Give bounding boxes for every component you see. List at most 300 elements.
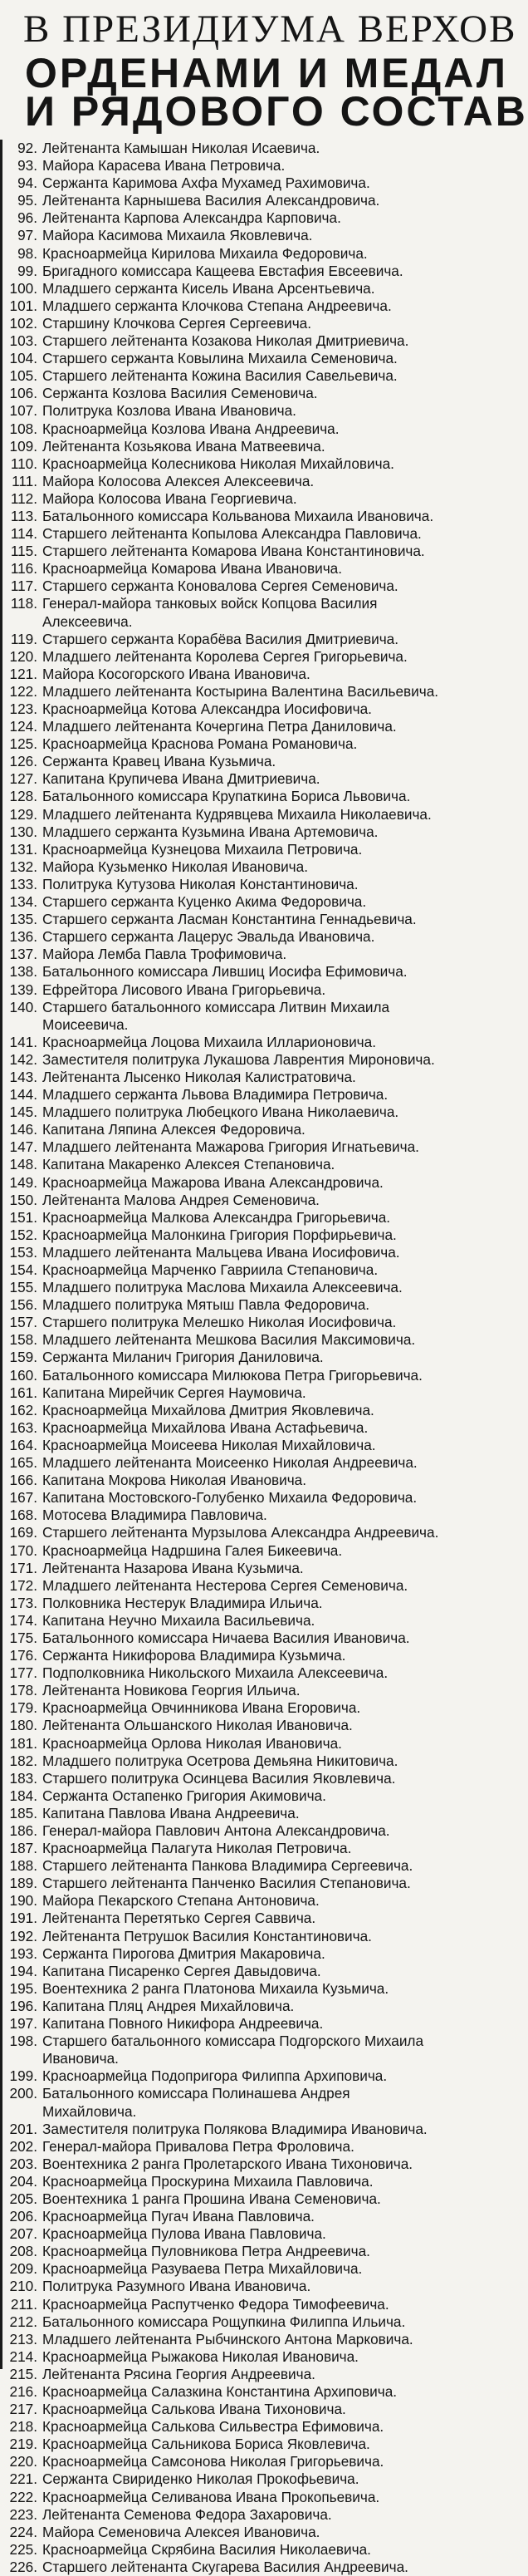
list-item-number: 191. [9,1910,37,1927]
list-item-number: 165. [9,1454,37,1472]
list-item [9,1875,443,1892]
list-item [9,2208,443,2225]
list-item [9,2067,443,2085]
list-item-text: Майора Семеновича Алексея Ивановича. [42,2523,320,2540]
list-item [9,2366,443,2383]
list-item-text: Младшего лейтенанта Кудрявцева Михаила Николаевича. [42,805,432,823]
list-item-number: 138. [9,963,37,981]
list-item-number: 223. [9,2505,37,2523]
list-item-text: Заместителя политрука Полякова Владимира Ивановича. [42,2120,428,2137]
list-item-number: 225. [9,2540,37,2558]
list-item [9,473,443,490]
list-item-text: Батальонного комиссара Крупаткина Бориса Львовича. [42,788,411,805]
list-item-text: Лейтенанта Перетятько Сергея Саввича. [42,1910,316,1927]
list-item-number: 159. [9,1349,37,1366]
list-item-text: Капитана Мирейчик Сергея Наумовича. [42,1384,306,1401]
list-item-text: Бригадного комиссара Кащеева Евстафия Евсеевича. [42,262,403,279]
list-item-number: 193. [9,1944,37,1962]
list-item-number: 205. [9,2190,37,2207]
list-item [9,858,443,876]
list-item [9,1664,443,1682]
list-item-number: 136. [9,928,37,946]
list-item-text: Красноармейца Кирилова Михаила Федоровича. [42,244,368,262]
list-item-number: 102. [9,314,37,332]
list-item-text: Красноармейца Скрябина Василия Николаевича. [42,2540,371,2558]
list-item-text: Мотосева Владимира Павловича. [42,1507,267,1524]
list-item-number: 111. [12,472,37,489]
award-list-column [0,140,443,2575]
list-item [9,1489,443,1507]
list-item-number: 131. [9,840,37,858]
list-item [9,2401,443,2418]
list-item-number: 169. [9,1524,37,1541]
list-item-text: Красноармейца Малкова Александра Григорьевича. [42,1208,391,1226]
list-item-text: Красноармейца Салькова Ивана Тихоновича. [42,2401,346,2418]
list-item-number: 148. [9,1156,37,1173]
list-item-number: 133. [9,875,37,892]
list-item-number: 132. [9,858,37,875]
list-item-text: Батальонного комиссара Ничаева Василия Ивановича. [42,1629,410,1646]
list-item-number: 197. [9,2015,37,2033]
list-item-text: Лейтенанта Карнышева Василия Александровича. [42,192,380,209]
list-item [9,1630,443,1647]
list-item-text: Сержанта Свириденко Николая Прокофьевича. [42,2470,359,2488]
list-item-text: Красноармейца Рыжакова Николая Ивановича. [42,2347,359,2365]
list-item-text: Красноармейца Краснова Романа Романовича. [42,735,358,753]
list-item-text: Старшего политрука Мелешко Николая Иосифовича. [42,1314,397,1331]
list-item-number: 222. [9,2488,37,2505]
list-item [9,525,443,543]
list-item-text: Красноармейца Палагута Николая Петровича. [42,1840,352,1857]
list-item-number: 202. [9,2137,37,2155]
list-item [9,2156,443,2173]
list-item [9,175,443,192]
list-item [9,701,443,718]
list-item-text: Лейтенанта Камышан Николая Исаевича. [42,140,320,156]
list-item-number: 97. [17,227,37,244]
list-item-text: Воентехника 1 ранга Прошина Ивана Семеновича. [42,2190,381,2207]
list-item-number: 183. [9,1769,37,1787]
list-item [9,1419,443,1437]
list-item [9,2173,443,2190]
list-item [9,1542,443,1560]
list-item-text: Старшего лейтенанта Козакова Николая Дмитриевича. [42,332,409,350]
list-item [9,420,443,438]
list-item [9,2506,443,2524]
list-item [9,1735,443,1753]
list-item-text: Лейтенанта Козьякова Ивана Матвеевича. [42,437,325,455]
list-item [9,2489,443,2506]
list-item-number: 106. [9,385,37,402]
list-item-number: 211. [10,2295,37,2313]
list-item-text: Капитана Повного Никифора Андреевича. [42,2015,324,2033]
list-item-text: Младшего политрука Мятыш Павла Федоровича. [42,1296,370,1314]
list-item-text: Батальонного комиссара Милюкова Петра Григорьевича. [42,1366,423,1384]
list-item [9,1963,443,1980]
list-item-text: Майора Косогорского Ивана Ивановича. [42,665,310,682]
list-item-text: Красноармейца Распутченко Федора Тимофеевича. [42,2295,389,2313]
list-item-text: Сержанта Пирогова Дмитрия Макаровича. [42,1944,325,1962]
list-item [9,1822,443,1840]
list-item-number: 120. [9,647,37,665]
list-item-text: Сержанта Кравец Ивана Кузьмича. [42,753,276,770]
list-item [9,2296,443,2313]
list-item [9,981,443,999]
list-item-text: Старшего лейтенанта Комарова Ивана Константиновича. [42,543,425,560]
list-item-number: 130. [9,823,37,840]
list-item [9,876,443,893]
list-item-number: 117. [10,578,37,595]
list-item-text: Сержанта Никифорова Владимира Кузьмича. [42,1647,346,1664]
list-item-number: 178. [9,1682,37,1699]
list-item-number: 184. [9,1787,37,1804]
list-item-number: 140. [9,998,37,1015]
list-item-number: 107. [9,402,37,420]
list-item [9,1384,443,1402]
list-item-number: 116. [10,560,37,578]
list-item-number: 179. [9,1699,37,1717]
list-item-text: Капитана Макаренко Алексея Степановича. [42,1156,335,1173]
list-item-number: 158. [9,1331,37,1349]
list-item-text: Младшего политрука Маслова Михаила Алексеевича. [42,1279,403,1296]
list-item-number: 156. [9,1296,37,1314]
list-item [9,1857,443,1875]
list-item-number: 185. [9,1804,37,1821]
list-item [9,2436,443,2453]
list-item-text: Старшего батальонного комиссара Подгорского Михаила Ивановича. [42,2033,424,2067]
list-item [9,1717,443,1734]
list-item [9,1069,443,1086]
list-item-text: Ефрейтора Лисового Ивана Григорьевича. [42,981,326,998]
list-item-number: 212. [9,2313,37,2330]
list-item [9,1244,443,1261]
list-item [9,1910,443,1927]
list-item [9,1104,443,1121]
list-item [9,718,443,735]
list-item [9,209,443,227]
list-item [9,1051,443,1069]
list-item [9,1787,443,1805]
list-item [9,2313,443,2331]
list-item [9,560,443,578]
list-item [9,2453,443,2470]
list-item [9,1138,443,1156]
list-item-number: 100. [9,279,37,297]
list-item [9,1928,443,1945]
list-item [9,1524,443,1541]
list-item-text: Старшего лейтенанта Копылова Александра Павловича. [42,525,422,543]
list-item-text: Красноармейца Пугач Ивана Павловича. [42,2208,315,2225]
list-item-text: Старшего лейтенанта Скугарева Василия Андреевича. [42,2558,408,2575]
list-item [9,2470,443,2488]
list-item-text: Генерал-майора Привалова Петра Фроловича. [42,2137,354,2155]
list-item-text: Красноармейца Колесникова Николая Михайловича. [42,455,394,472]
list-item-text: Красноармейца Малонкина Григория Порфирьевича. [42,1226,397,1243]
list-item-number: 200. [9,2085,37,2102]
list-item-text: Красноармейца Самсонова Николая Григорьевича. [42,2453,384,2470]
list-item-text: Майора Карасева Ивана Петровича. [42,157,286,175]
list-item-number: 174. [9,1611,37,1629]
list-item-text: Младшего лейтенанта Мажарова Григория Игнатьевича. [42,1138,419,1156]
list-item-number: 122. [9,682,37,700]
list-item [9,2348,443,2366]
list-item [9,788,443,805]
list-item-number: 95. [17,192,37,209]
list-item-number: 196. [9,1997,37,2014]
list-item-text: Батальонного комиссара Кольванова Михаила Ивановича. [42,507,434,524]
list-item-number: 214. [9,2347,37,2365]
list-item-text: Старшего лейтенанта Кожина Василия Савельевича. [42,367,398,385]
list-item [9,1349,443,1366]
list-item-number: 219. [9,2436,37,2453]
list-item-text: Капитана Неучно Михаила Васильевича. [42,1611,315,1629]
list-item-number: 152. [9,1226,37,1243]
list-item [9,1647,443,1664]
list-item [9,455,443,473]
award-list [2,140,443,2576]
list-item-number: 190. [9,1892,37,1910]
list-item-number: 154. [9,1261,37,1278]
list-item-text: Старшего лейтенанта Панченко Василия Степановича. [42,1875,411,1892]
list-item-text: Красноармейца Подопригора Филиппа Архиповича. [42,2067,388,2085]
list-item-number: 147. [9,1138,37,1156]
list-item-text: Майора Колосова Ивана Георгиевича. [42,489,297,507]
list-item-number: 221. [9,2470,37,2488]
list-item [9,1472,443,1489]
list-item-number: 217. [9,2401,37,2418]
list-item-text: Красноармейца Комарова Ивана Ивановича. [42,560,342,578]
list-item-number: 204. [9,2172,37,2190]
list-item-number: 177. [9,1664,37,1682]
list-item-text: Лейтенанта Рясина Георгия Андреевича. [42,2365,315,2382]
list-item-number: 105. [9,367,37,385]
list-item-text: Красноармейца Козлова Ивана Андреевича. [42,420,340,437]
list-item-number: 187. [9,1840,37,1857]
headline-line-1: В ПРЕЗИДИУМА ВЕРХОВ [23,7,517,51]
list-item-number: 170. [9,1541,37,1559]
list-item-text: Лейтенанта Малова Андрея Семеновича. [42,1191,320,1208]
list-item [9,1192,443,1209]
list-item-number: 119. [10,630,37,647]
list-item-number: 98. [17,244,37,262]
list-item-number: 168. [9,1507,37,1524]
list-item [9,1279,443,1296]
list-item [9,2278,443,2295]
list-item [9,1034,443,1051]
list-item-text: Младшего лейтенанта Нестерова Сергея Семеновича. [42,1576,408,1594]
list-item [9,508,443,525]
list-item [9,1945,443,1963]
list-item [9,227,443,244]
headline-block [23,0,528,135]
list-item-number: 134. [9,893,37,911]
list-item-number: 213. [9,2330,37,2347]
list-item-text: Старшего лейтенанта Панкова Владимира Сергеевича. [42,1857,413,1875]
list-item-text: Младшего лейтенанта Кочергина Петра Даниловича. [42,718,397,735]
list-item-text: Лейтенанта Лысенко Николая Калистратовича. [42,1068,356,1085]
list-item-number: 135. [9,911,37,928]
list-item [9,1805,443,1822]
list-item-text: Майора Касимова Михаила Яковлевича. [42,227,313,244]
list-item-text: Лейтенанта Карпова Александра Карповича. [42,209,341,227]
list-item-text: Старшего сержанта Куценко Акима Федоровича. [42,893,367,911]
list-item-number: 226. [9,2558,37,2575]
list-item [9,2331,443,2348]
list-item-text: Лейтенанта Петрушок Василия Константиновича. [42,1927,372,1944]
list-item-text: Лейтенанта Ольшанского Николая Ивановича. [42,1717,353,1734]
list-item [9,1980,443,1998]
list-item-text: Красноармейца Лоцова Михаила Илларионовича. [42,1033,376,1050]
list-item [9,823,443,841]
list-item [9,157,443,175]
list-item-number: 124. [9,718,37,735]
list-item-number: 157. [9,1314,37,1331]
list-item [9,683,443,701]
list-item-text: Майора Пекарского Степана Антоновича. [42,1892,320,1910]
list-item-text: Старшего батальонного комиссара Литвин Михаила Моисеевича. [42,998,390,1033]
list-item [9,2524,443,2541]
list-item-number: 155. [9,1279,37,1296]
list-item [9,578,443,595]
list-item-text: Воентехника 2 ранга Пролетарского Ивана Тихоновича. [42,2155,413,2172]
list-item-number: 160. [9,1366,37,1384]
list-item [9,1209,443,1227]
list-item-text: Капитана Павлова Ивана Андреевича. [42,1804,300,1821]
list-item-number: 188. [9,1857,37,1875]
list-item-number: 181. [9,1734,37,1752]
list-item-number: 194. [9,1962,37,1979]
list-item [9,1121,443,1138]
list-item [9,893,443,911]
list-item-text: Майора Кузьменко Николая Ивановича. [42,858,308,875]
list-item [9,648,443,666]
list-item-text: Младшего лейтенанта Рыбчинского Антона Марковича. [42,2330,413,2347]
list-item-number: 216. [9,2383,37,2400]
list-item-text: Генерал-майора танковых войск Копцова Василия Алексеевича. [42,595,378,630]
list-item-text: Генерал-майора Павлович Антона Александровича. [42,1822,390,1839]
list-item-number: 151. [9,1208,37,1226]
list-item-text: Красноармейца Пуловникова Петра Андреевича. [42,2243,370,2260]
list-item [9,2121,443,2138]
list-item-text: Красноармейца Марченко Гавриила Степановича. [42,1261,379,1278]
list-item-number: 186. [9,1822,37,1839]
list-item [9,1331,443,1349]
list-item-number: 207. [9,2225,37,2243]
list-item [9,332,443,350]
list-item-number: 143. [9,1068,37,1085]
list-item-text: Младшего лейтенанта Моисеенко Николая Андреевича. [42,1454,418,1472]
list-item-number: 114. [10,525,37,543]
list-item-number: 108. [9,420,37,437]
list-item-text: Красноармейца Салазкина Константина Архиповича. [42,2383,398,2400]
list-item-number: 109. [9,437,37,455]
list-item-number: 93. [17,157,37,175]
list-item-text: Капитана Мостовского-Голубенко Михаила Федоровича. [42,1489,418,1507]
list-item [9,280,443,297]
list-item-number: 144. [9,1086,37,1104]
list-item [9,911,443,928]
list-item-text: Лейтенанта Семенова Федора Захаровича. [42,2505,332,2523]
list-item [9,1595,443,1612]
list-item-number: 118. [10,595,37,612]
list-item-number: 173. [9,1594,37,1611]
list-item-number: 139. [9,981,37,998]
list-item-text: Красноармейца Разуваева Петра Михайловича. [42,2260,363,2278]
list-item [9,2383,443,2401]
list-item-text: Майора Колосова Алексея Алексеевича. [42,472,315,489]
list-item-text: Батальонного комиссара Лившиц Иосифа Ефимовича. [42,963,408,981]
list-item-text: Младшего сержанта Клочкова Степана Андреевича. [42,297,392,314]
list-item-number: 176. [9,1647,37,1664]
list-item-number: 195. [9,1979,37,1997]
list-item-number: 141. [9,1033,37,1050]
list-item-number: 149. [9,1173,37,1191]
list-item [9,841,443,858]
list-item-text: Капитана Писаренко Сергея Давыдовича. [42,1962,321,1979]
list-item-number: 198. [9,2033,37,2050]
list-item [9,1998,443,2015]
list-item [9,1892,443,1910]
list-item [9,245,443,263]
list-item [9,1261,443,1279]
list-item-text: Младшего сержанта Кузьмина Ивана Артемовича. [42,823,379,840]
list-item-text: Капитана Крупичева Ивана Дмитриевича. [42,770,320,788]
list-item-number: 92. [17,140,37,156]
list-item-text: Старшину Клочкова Сергея Сергеевича. [42,314,311,332]
list-item [9,999,443,1034]
list-item [9,438,443,455]
list-item [9,2033,443,2067]
list-item-number: 203. [9,2155,37,2172]
list-item-number: 129. [9,805,37,823]
list-item [9,297,443,315]
list-item-text: Старшего политрука Осинцева Василия Яковлевича. [42,1769,396,1787]
list-item-text: Красноармейца Селиванова Ивана Прокопьевича. [42,2488,380,2505]
list-item-text: Политрука Козлова Ивана Ивановича. [42,402,296,420]
list-item [9,2190,443,2208]
list-item-number: 112. [10,489,37,507]
list-item [9,2541,443,2559]
list-item-text: Младшего лейтенанта Костырина Валентина Васильевича. [42,682,439,700]
list-item-number: 101. [9,297,37,314]
list-item-text: Сержанта Каримова Ахфа Мухамед Рахимовича. [42,175,370,192]
list-item-number: 224. [9,2523,37,2540]
list-item [9,2418,443,2436]
list-item-text: Красноармейца Кузнецова Михаила Петровича. [42,840,363,858]
list-item-number: 182. [9,1752,37,1769]
list-item-number: 189. [9,1875,37,1892]
list-item [9,2015,443,2033]
list-item [9,1560,443,1577]
list-item-text: Младшего лейтенанта Мальцева Ивана Иосифовича. [42,1243,400,1261]
list-item-text: Красноармейца Проскурина Михаила Павловича. [42,2172,374,2190]
list-item-number: 210. [9,2278,37,2295]
list-item-number: 218. [9,2418,37,2436]
list-item [9,543,443,560]
list-item-text: Старшего лейтенанта Мурзылова Александра Андреевича. [42,1524,439,1541]
list-item [9,350,443,367]
list-item-number: 209. [9,2260,37,2278]
list-item-text: Красноармейца Михайлова Ивана Астафьевича. [42,1418,369,1436]
list-item-text: Красноармейца Овчинникова Ивана Егоровича. [42,1699,361,1717]
list-item-number: 220. [9,2453,37,2470]
list-item [9,490,443,508]
list-item [9,402,443,420]
list-item [9,1840,443,1857]
list-item-text: Старшего сержанта Коновалова Сергея Семеновича. [42,578,398,595]
list-item-number: 142. [9,1050,37,1068]
list-item [9,928,443,946]
